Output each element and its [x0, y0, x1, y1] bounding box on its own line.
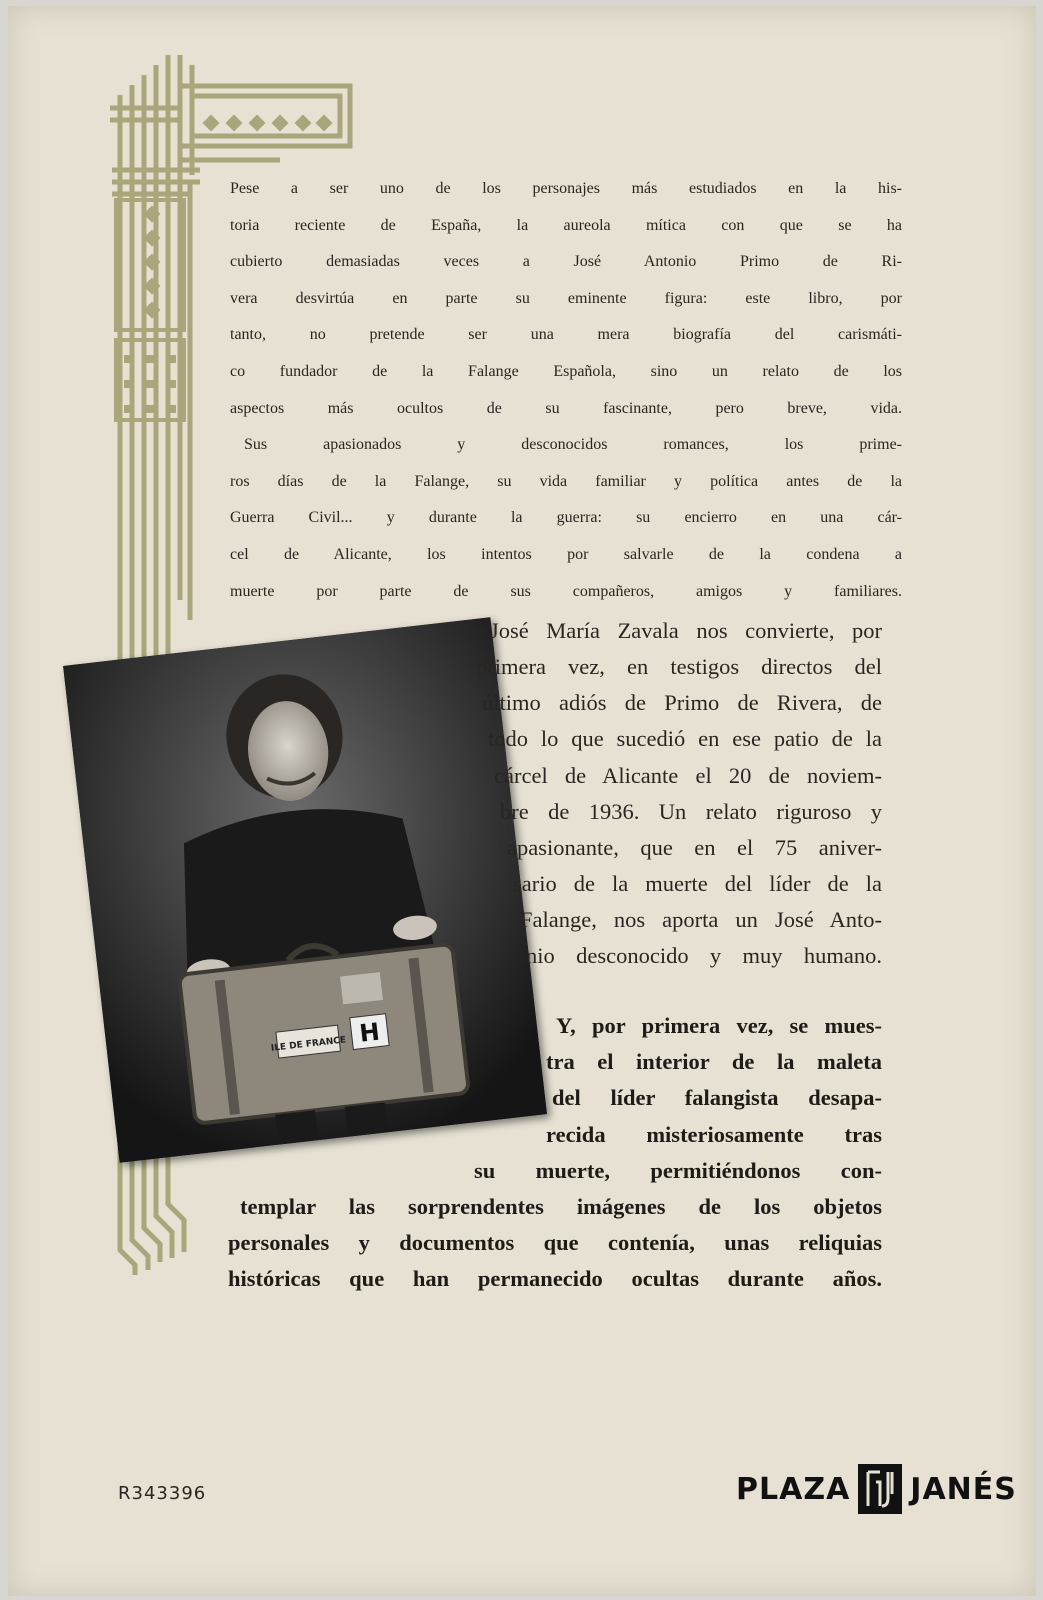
text-line: cubierto demasiadas veces a José Antonio Primo de Ri-: [230, 253, 902, 271]
text-line: Falange, nos aporta un José Anto-: [520, 907, 882, 932]
text-line: tanto, no pretende ser una mera biografía del carismáti-: [230, 326, 902, 344]
text-line: templar las sorprendentes imágenes de los objetos: [240, 1194, 882, 1219]
synopsis-paragraph-1: [230, 180, 902, 619]
text-line: José María Zavala nos convierte, por: [490, 618, 882, 643]
author-photo: [63, 617, 547, 1162]
text-line: Sus apasionados y desconocidos romances, los prime-: [244, 436, 902, 454]
text-line: históricas que han permanecido ocultas durante años.: [228, 1266, 882, 1291]
publisher-emblem-icon: [858, 1464, 902, 1514]
text-line: recida misteriosamente tras: [546, 1122, 882, 1147]
product-code: R343396: [118, 1483, 207, 1504]
text-line: nio desconocido y muy humano.: [526, 943, 882, 968]
text-line: ros días de la Falange, su vida familiar y política antes de la: [230, 472, 902, 490]
text-line: apasionante, que en el 75 aniver-: [507, 835, 882, 860]
text-line: Pese a ser uno de los personajes más estudiados en la his-: [230, 180, 902, 197]
text-line: bre de 1936. Un relato riguroso y: [500, 799, 882, 824]
suitcase-sticker-h: H: [357, 1017, 382, 1048]
text-line: vera desvirtúa en parte su eminente figura: este libro, por: [230, 289, 902, 307]
publisher-logo: [736, 1464, 1017, 1514]
text-line: cel de Alicante, los intentos por salvarle de la condena a: [230, 545, 902, 563]
text-line: co fundador de la Falange Española, sino un relato de los: [230, 362, 902, 380]
text-line: primera vez, en testigos directos del: [476, 654, 882, 679]
text-line: Guerra Civil... y durante la guerra: su encierro en una cár-: [230, 509, 902, 527]
publisher-name-right: JANÉS: [910, 1471, 1017, 1507]
text-line: toria reciente de España, la aureola mítica con que se ha: [230, 216, 902, 234]
text-line: del líder falangista desapa-: [552, 1085, 882, 1110]
suitcase-sticker-label: ILE DE FRANCE: [270, 1035, 347, 1054]
text-line: sario de la muerte del líder de la: [513, 871, 882, 896]
text-line: Y, por primera vez, se mues-: [556, 1013, 882, 1038]
text-line: último adiós de Primo de Rivera, de: [482, 690, 882, 715]
publisher-name-left: PLAZA: [736, 1471, 851, 1507]
text-line: cárcel de Alicante el 20 de noviem-: [494, 763, 882, 788]
text-line: todo lo que sucedió en ese patio de la: [488, 726, 882, 751]
text-line: tra el interior de la maleta: [546, 1049, 882, 1074]
text-line: personales y documentos que contenía, unas reliquias: [228, 1230, 882, 1255]
text-line: aspectos más ocultos de su fascinante, pero breve, vida.: [230, 399, 902, 417]
text-line: su muerte, permitiéndonos con-: [474, 1158, 882, 1183]
text-line: muerte por parte de sus compañeros, amigos y familiares.: [230, 582, 902, 600]
